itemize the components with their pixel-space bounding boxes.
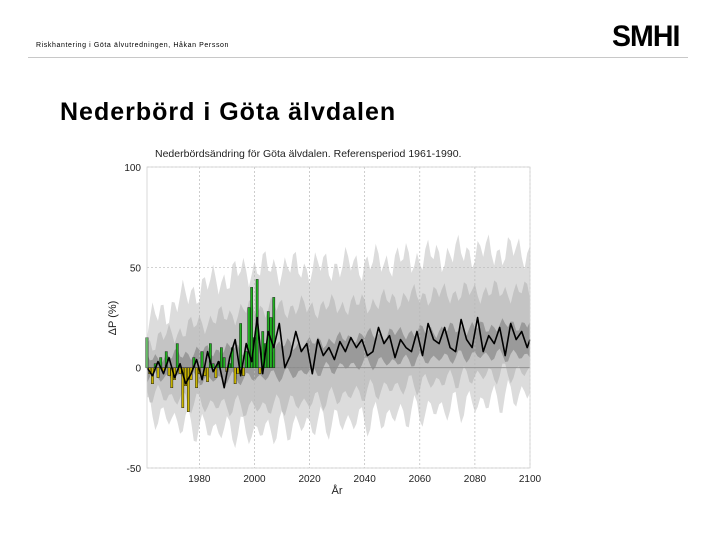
x-tick-label: 2000 (243, 474, 266, 485)
y-tick-label: -50 (126, 464, 141, 475)
observed-bar (234, 368, 236, 384)
slide-title: Nederbörd i Göta älvdalen (60, 98, 397, 126)
y-axis-label: ΔP (%) (107, 300, 119, 336)
y-tick-label: 50 (129, 263, 141, 275)
chart-svg (100, 140, 560, 500)
observed-bar (168, 368, 170, 376)
x-tick-label: 1980 (188, 474, 211, 485)
chart-title: Nederbördsändring för Göta älvdalen. Referensperiod 1961-1990. (155, 148, 462, 160)
observed-bar (220, 348, 222, 368)
x-axis-label: År (331, 485, 343, 497)
smhi-logo: SMHI (612, 20, 680, 53)
x-tick-label: 2060 (408, 474, 431, 485)
uncertainty-bands (147, 167, 530, 468)
observed-bar (157, 368, 159, 378)
observed-bar (245, 352, 247, 368)
observed-bar (240, 324, 242, 368)
observed-bar (259, 368, 261, 374)
observed-bar (187, 368, 189, 412)
x-tick-label: 2020 (298, 474, 321, 485)
observed-bar (201, 352, 203, 368)
presentation-subtitle: Riskhantering i Göta älvutredningen, Håkan Persson (36, 42, 230, 49)
observed-bar (248, 308, 250, 368)
precipitation-chart (100, 140, 560, 500)
x-tick-label: 2080 (463, 474, 487, 485)
observed-bar (176, 344, 178, 368)
x-tick-label: 2100 (518, 474, 542, 485)
observed-bar (237, 368, 239, 374)
y-tick-label: 0 (135, 363, 141, 375)
header-divider (28, 57, 688, 58)
x-tick-label: 2040 (353, 474, 376, 485)
observed-bar (206, 368, 208, 382)
observed-bar (195, 368, 197, 388)
observed-bar (223, 358, 225, 368)
y-tick-label: 100 (124, 163, 141, 174)
observed-bar (273, 297, 275, 367)
